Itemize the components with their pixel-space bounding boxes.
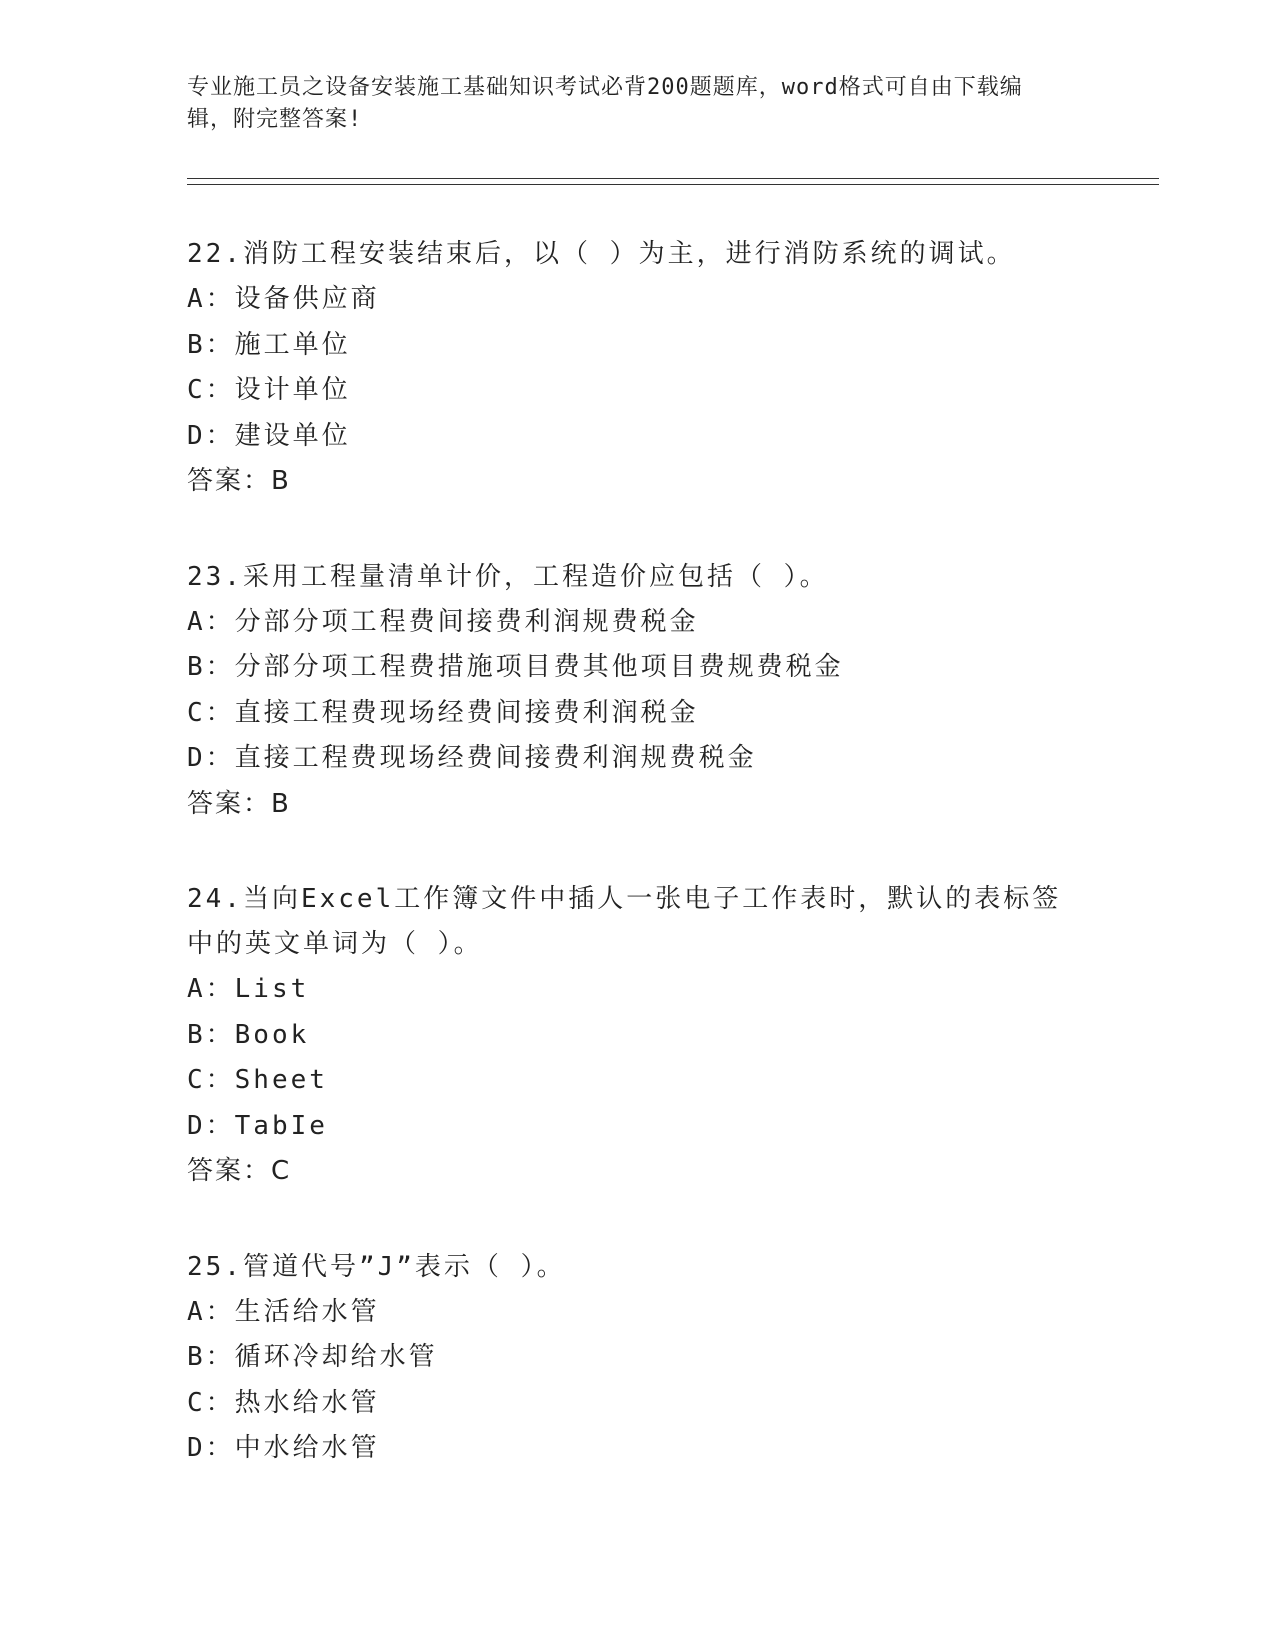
- question-text: 22.消防工程安装结束后，以（ ）为主，进行消防系统的调试。: [187, 239, 1016, 269]
- question-text: 23.采用工程量清单计价，工程造价应包括（ ）。: [187, 561, 829, 592]
- option-d: D：中水给水管: [187, 1433, 380, 1463]
- option-a: A：生活给水管: [187, 1296, 380, 1327]
- option-c: C：Sheet: [187, 1065, 328, 1095]
- option-c: C：直接工程费现场经费间接费利润税金: [187, 697, 699, 728]
- question-23: [187, 555, 1087, 828]
- answer: 答案：B: [187, 788, 291, 819]
- header-double-rule: [187, 178, 1159, 185]
- question-22: [187, 232, 1087, 505]
- option-a: A：设备供应商: [187, 284, 380, 314]
- option-d: D：建设单位: [187, 420, 351, 451]
- question-24: [187, 877, 1087, 1195]
- document-header: 专业施工员之设备安装施工基础知识考试必背200题题库，word格式可自由下载编辑，附完整答案!: [187, 75, 1023, 132]
- question-25: [187, 1245, 1087, 1472]
- option-d: D：直接工程费现场经费间接费利润规费税金: [187, 743, 757, 773]
- answer: 答案：C: [187, 1156, 292, 1186]
- option-b: B：分部分项工程费措施项目费其他项目费规费税金: [187, 652, 844, 682]
- answer: 答案：B: [187, 466, 291, 496]
- option-d: D：TabIe: [187, 1110, 328, 1141]
- option-c: C：热水给水管: [187, 1387, 380, 1418]
- question-text: 25.管道代号”J”表示（ ）。: [187, 1251, 566, 1282]
- question-list: [187, 232, 1087, 1522]
- option-b: B：Book: [187, 1019, 310, 1050]
- option-a: A：分部分项工程费间接费利润规费税金: [187, 606, 699, 637]
- option-b: B：施工单位: [187, 329, 351, 360]
- question-text: 24.当向Excel工作簿文件中插人一张电子工作表时，默认的表标签中的英文单词为（ ）。: [187, 884, 1062, 959]
- option-a: A：List: [187, 974, 310, 1004]
- option-b: B：循环冷却给水管: [187, 1342, 438, 1372]
- option-c: C：设计单位: [187, 375, 351, 405]
